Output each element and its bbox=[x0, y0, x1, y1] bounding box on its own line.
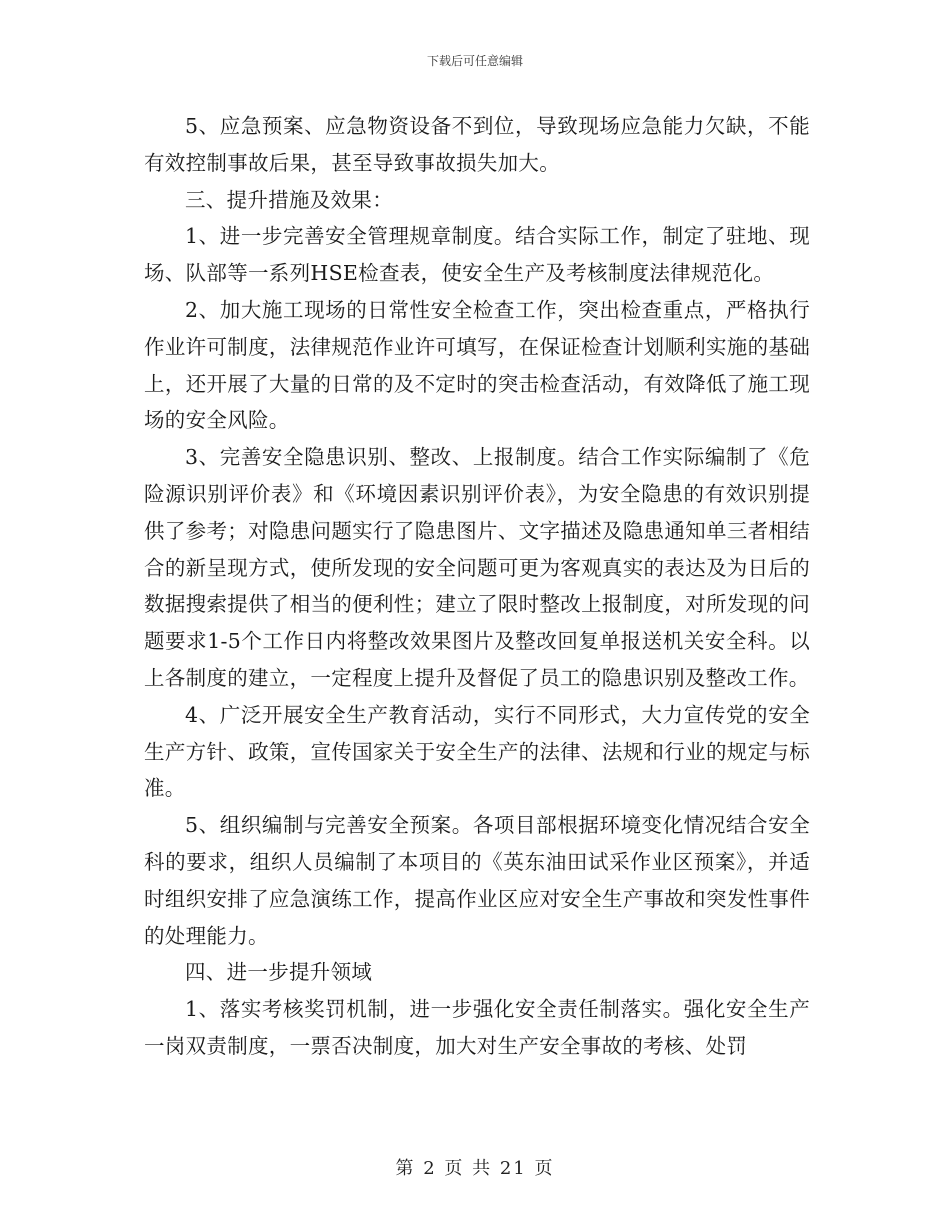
paragraph-measure-4: 4、广泛开展安全生产教育活动，实行不同形式，大力宣传党的安全生产方针、政策，宣传国家关于安全生产的法律、法规和行业的规定与标准。 bbox=[144, 702, 810, 801]
paragraph-measure-1: 1、进一步完善安全管理规章制度。结合实际工作，制定了驻地、现场、队部等一系列HSE检查表，使安全生产及考核制度法律规范化。 bbox=[144, 224, 810, 286]
section-heading-measures: 三、提升措施及效果： bbox=[185, 187, 393, 212]
paragraph-emergency-plan: 5、应急预案、应急物资设备不到位，导致现场应急能力欠缺，不能有效控制事故后果，甚至导致事故损失加大。 bbox=[144, 114, 810, 175]
paragraph-measure-5: 5、组织编制与完善安全预案。各项目部根据环境变化情况结合安全科的要求，组织人员编制了本项目的《英东油田试采作业区预案》，并适时组织安排了应急演练工作，提高作业区应对安全生产事故和突发性事件的处理能力。 bbox=[144, 813, 810, 948]
paragraph-measure-2: 2、加大施工现场的日常性安全检查工作，突出检查重点，严格执行作业许可制度，法律规范作业许可填写，在保证检查计划顺利实施的基础上，还开展了大量的日常的及不定时的突击检查活动，有效降低了施工现场的安全风险。 bbox=[144, 297, 810, 433]
document-body bbox=[144, 108, 810, 1065]
section-heading-improvement: 四、进一步提升领域 bbox=[185, 960, 373, 985]
page-header: 下载后可任意编辑 bbox=[426, 54, 523, 68]
page-number-footer: 第 2 页 共 21 页 bbox=[395, 1158, 555, 1179]
paragraph-measure-3: 3、完善安全隐患识别、整改、上报制度。结合工作实际编制了《危险源识别评价表》和《环境因素识别评价表》，为安全隐患的有效识别提供了参考；对隐患问题实行了隐患图片、文字描述及隐患通知单三者相结合的新呈现方式，使所发现的安全问题可更为客观真实的表达及为日后的数据搜索提供了相当的便利性；建立了限时整改上报制度，对所发现的问题要求1-5个工作日内将整改效果图片及整改回复单报送机关安全科。以上各制度的建立，一定程度上提升及督促了员工的隐患识别及整改工作。 bbox=[144, 445, 810, 690]
paragraph-improvement-1: 1、落实考核奖罚机制，进一步强化安全责任制落实。强化安全生产一岗双责制度，一票否决制度，加大对生产安全事故的考核、处罚 bbox=[144, 997, 810, 1058]
